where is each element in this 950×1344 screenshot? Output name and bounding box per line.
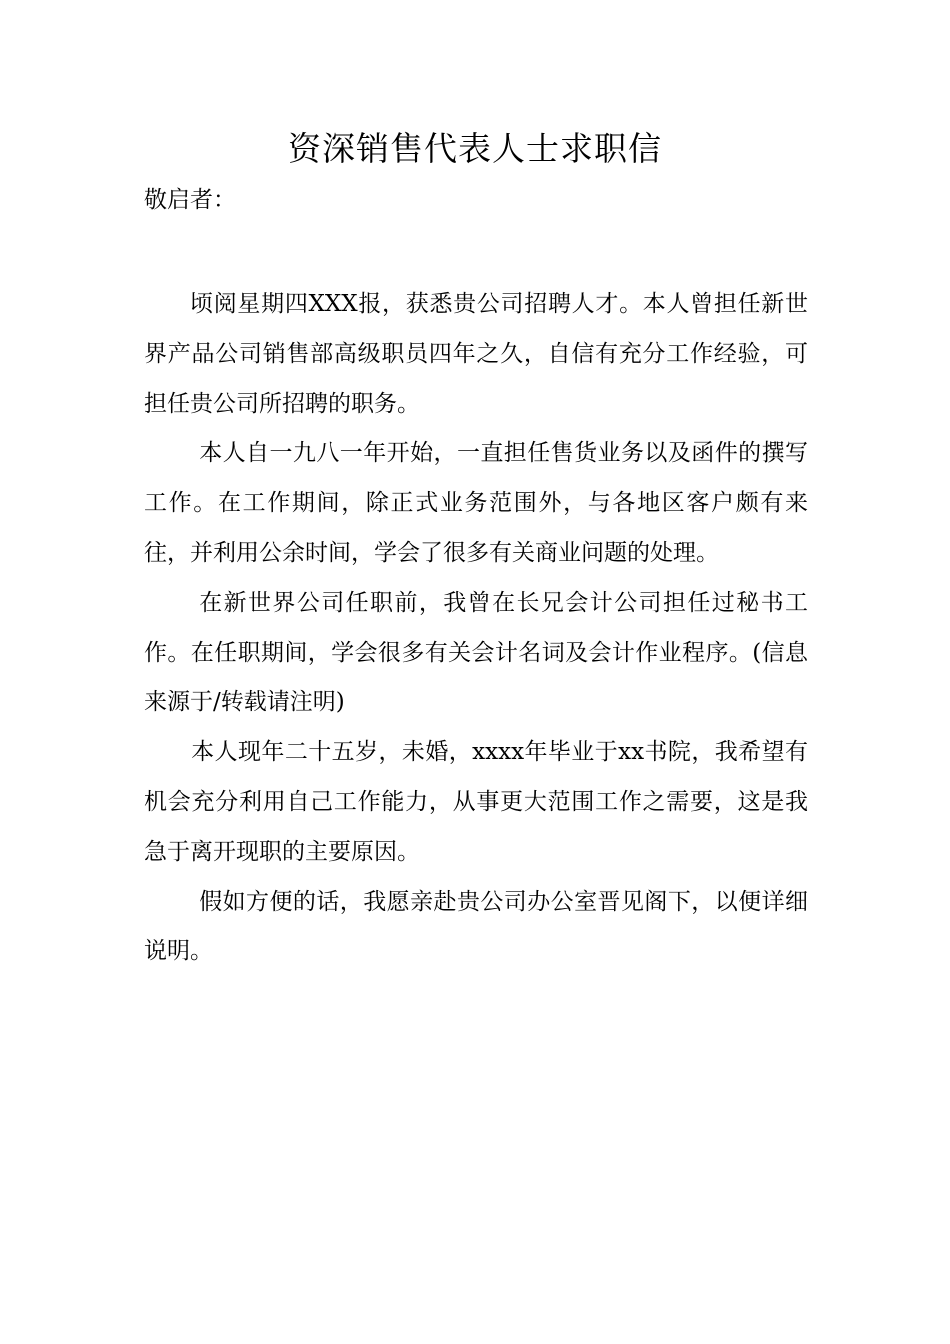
document-title: 资深销售代表人士求职信 xyxy=(288,129,662,168)
paragraph-5: 假如方便的话，我愿亲赴贵公司办公室晋见阁下，以便详细说明。 xyxy=(144,888,808,965)
salutation: 敬启者： xyxy=(144,187,236,213)
paragraph-2: 本人自一九八一年开始，一直担任售货业务以及函件的撰写工作。在工作期间，除正式业务范围外，与各地区客户颇有来往，并利用公余时间，学会了很多有关商业问题的处理。 xyxy=(144,440,808,566)
letter-body xyxy=(144,280,808,977)
paragraph-4: 本人现年二十五岁，未婚，xxxx年毕业于xx书院，我希望有机会充分利用自己工作能力，从事更大范围工作之需要，这是我急于离开现职的主要原因。 xyxy=(144,739,808,865)
paragraph-1: 顷阅星期四XXX报，获悉贵公司招聘人才。本人曾担任新世界产品公司销售部高级职员四年之久，自信有充分工作经验，可担任贵公司所招聘的职务。 xyxy=(144,291,808,417)
paragraph-3: 在新世界公司任职前，我曾在长兄会计公司担任过秘书工作。在任职期间，学会很多有关会计名词及会计作业程序。(信息来源于/转载请注明) xyxy=(144,589,808,716)
